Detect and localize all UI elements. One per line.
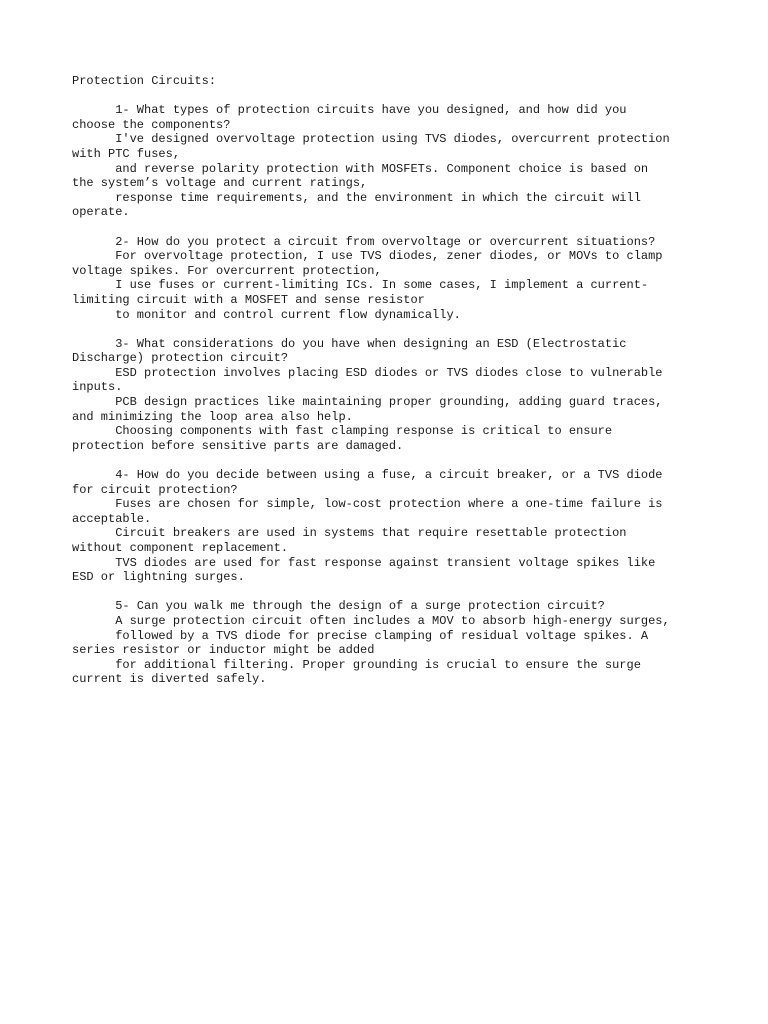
text-line: the system’s voltage and current ratings, [72, 176, 368, 191]
document-body [72, 103, 702, 687]
text-line: Discharge) protection circuit? [72, 351, 289, 366]
text-line: acceptable. [72, 511, 152, 526]
text-line: and reverse polarity protection with MOSFETs. Component choice is based on [72, 161, 649, 176]
text-line: without component replacement. [72, 541, 289, 555]
text-line: A surge protection circuit often includes a MOV to absorb high-energy surges, [72, 613, 670, 628]
text-line: and minimizing the loop area also help. [72, 409, 353, 424]
text-line: Circuit breakers are used in systems that require resettable protection [72, 526, 627, 541]
text-line: followed by a TVS diode for precise clamping of residual voltage spikes. A [72, 628, 649, 643]
text-line: protection before sensitive parts are damaged. [72, 438, 404, 453]
text-line: to monitor and control current flow dynamically. [72, 307, 461, 322]
text-line: ESD or lightning surges. [72, 570, 245, 585]
text-line: series resistor or inductor might be added [72, 643, 375, 658]
text-line: inputs. [72, 380, 123, 395]
text-line: Fuses are chosen for simple, low-cost protection where a one-time failure is [72, 497, 663, 512]
text-line: for circuit protection? [72, 482, 238, 497]
text-line: 1- What types of protection circuits have you designed, and how did you [72, 103, 627, 118]
text-line: choose the components? [72, 117, 231, 132]
document-title: Protection Circuits: [72, 74, 217, 88]
text-line: response time requirements, and the environment in which the circuit will [72, 190, 641, 205]
text-line: for additional filtering. Proper grounding is crucial to ensure the surge [72, 657, 641, 672]
text-line: TVS diodes are used for fast response against transient voltage spikes like [72, 555, 656, 570]
text-line: I've designed overvoltage protection using TVS diodes, overcurrent protection [72, 132, 670, 147]
qa-section-3 [72, 337, 702, 454]
text-line: 3- What considerations do you have when designing an ESD (Electrostatic [72, 336, 627, 351]
text-line: Choosing components with fast clamping response is critical to ensure [72, 424, 613, 439]
text-line: limiting circuit with a MOSFET and sense resistor [72, 292, 425, 307]
qa-section-1 [72, 103, 702, 220]
document-page [72, 74, 702, 702]
qa-section-2 [72, 235, 702, 323]
qa-section-5 [72, 599, 702, 687]
text-line: 2- How do you protect a circuit from overvoltage or overcurrent situations? [72, 234, 656, 249]
text-line: For overvoltage protection, I use TVS diodes, zener diodes, or MOVs to clamp [72, 249, 663, 264]
text-line: 5- Can you walk me through the design of a surge protection circuit? [72, 599, 605, 614]
text-line: PCB design practices like maintaining proper grounding, adding guard traces, [72, 395, 663, 410]
text-line: I use fuses or current-limiting ICs. In some cases, I implement a current- [72, 278, 649, 293]
text-line: ESD protection involves placing ESD diodes or TVS diodes close to vulnerable [72, 365, 663, 380]
text-line: voltage spikes. For overcurrent protection, [72, 263, 382, 278]
text-line: operate. [72, 205, 130, 220]
text-line: current is diverted safely. [72, 672, 267, 687]
qa-section-4 [72, 468, 702, 585]
text-line: with PTC fuses, [72, 146, 181, 161]
text-line: 4- How do you decide between using a fuse, a circuit breaker, or a TVS diode [72, 468, 663, 483]
